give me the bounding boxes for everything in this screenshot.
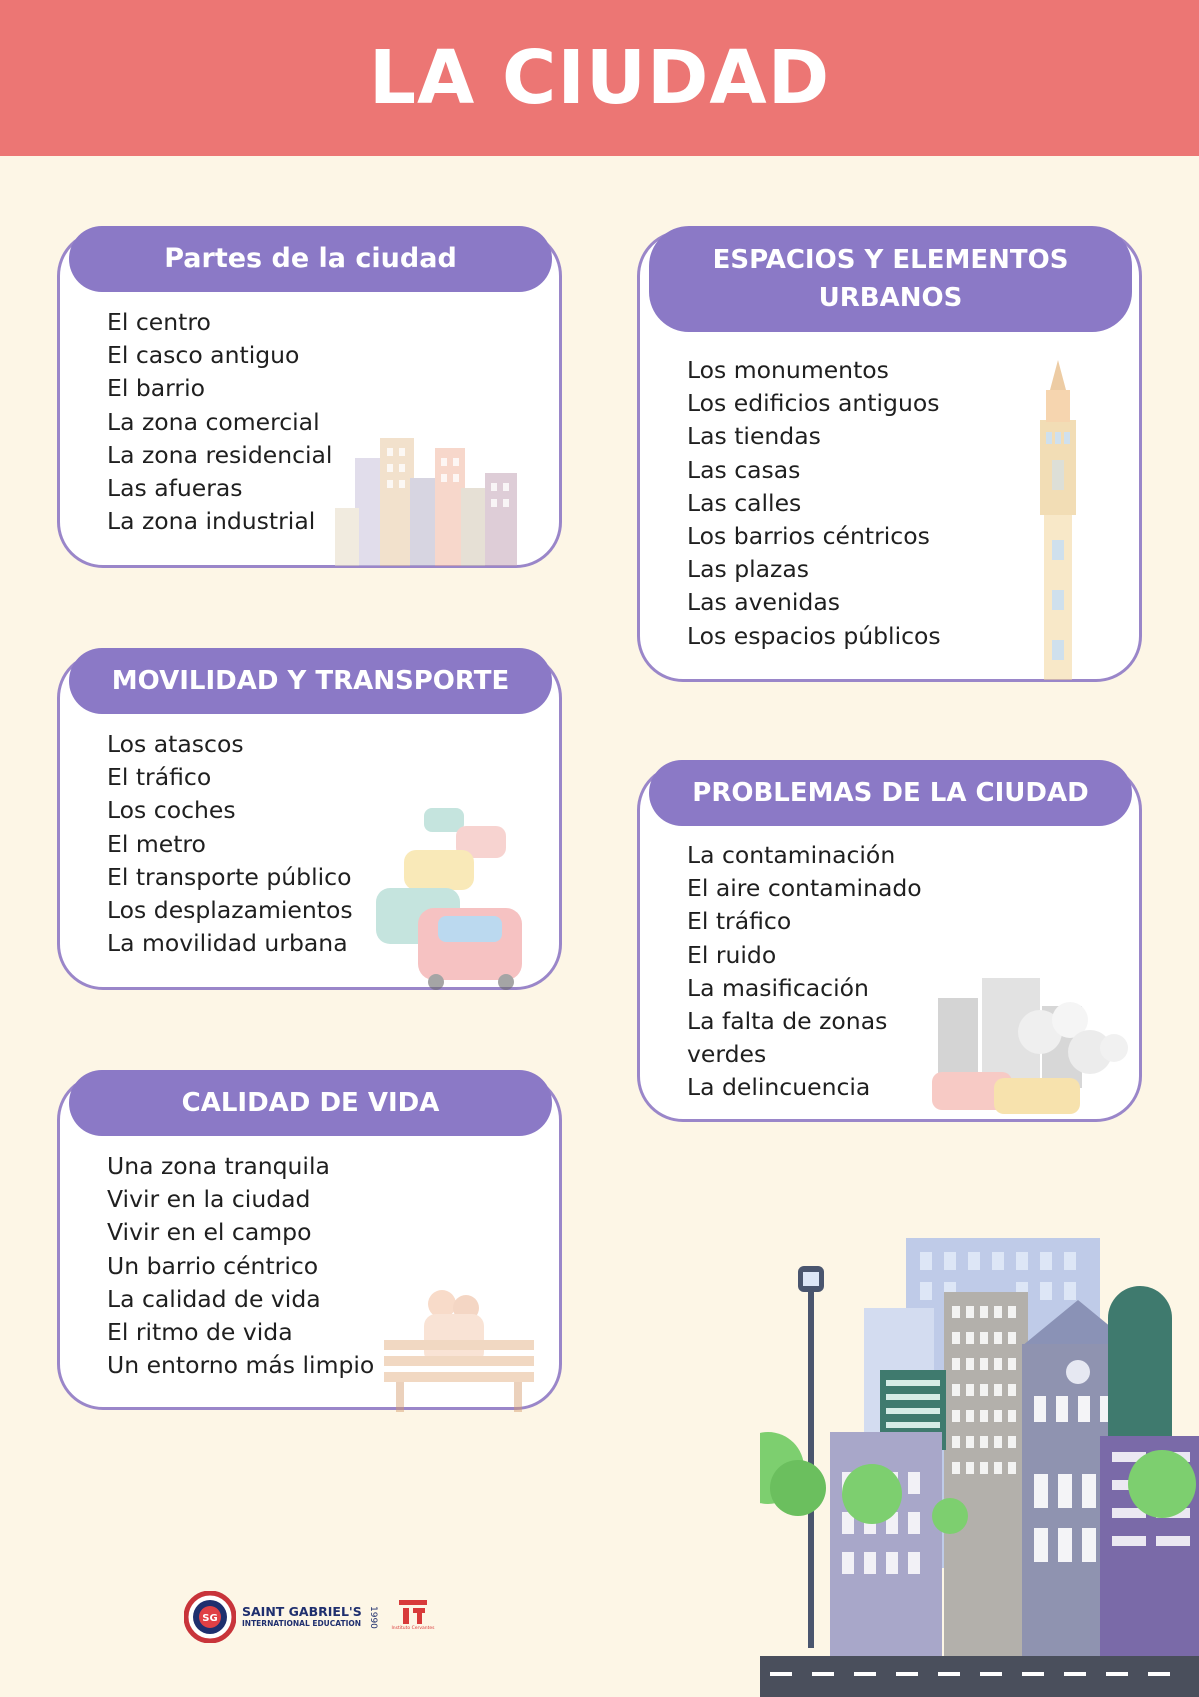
list-item: Los desplazamientos bbox=[107, 896, 353, 925]
page-title: LA CIUDAD bbox=[368, 35, 831, 121]
list-item: Los barrios céntricos bbox=[687, 522, 930, 551]
list-item: Las tiendas bbox=[687, 422, 821, 451]
card-title-problemas: PROBLEMAS DE LA CIUDAD bbox=[649, 760, 1132, 826]
list-item: Las avenidas bbox=[687, 588, 840, 617]
bench-couple-illustration bbox=[384, 1284, 534, 1412]
list-item: El tráfico bbox=[687, 907, 792, 936]
list-partes-ciudad bbox=[107, 306, 332, 538]
logo-badge-text: SG bbox=[202, 1613, 218, 1624]
list-item: La delincuencia bbox=[687, 1073, 871, 1102]
list-movilidad bbox=[107, 728, 353, 960]
logo-year: 1990 bbox=[367, 1605, 378, 1629]
list-item: Vivir en el campo bbox=[107, 1218, 312, 1247]
list-item: Las casas bbox=[687, 455, 801, 484]
list-item: Los edificios antiguos bbox=[687, 389, 940, 418]
list-item: La calidad de vida bbox=[107, 1284, 321, 1313]
list-espacios-urbanos bbox=[687, 354, 941, 653]
list-item: El aire contaminado bbox=[687, 874, 922, 903]
cervantes-text: Instituto Cervantes bbox=[391, 1626, 435, 1631]
list-item: Un barrio céntrico bbox=[107, 1251, 319, 1280]
pollution-illustration bbox=[930, 978, 1130, 1118]
card-title-line: ESPACIOS Y ELEMENTOS bbox=[712, 245, 1069, 275]
list-item: El metro bbox=[107, 829, 206, 858]
cervantes-logo bbox=[390, 1596, 436, 1640]
list-item: Los espacios públicos bbox=[687, 621, 941, 650]
list-item: La zona residencial bbox=[107, 440, 333, 469]
list-item: Los coches bbox=[107, 796, 236, 825]
list-calidad bbox=[107, 1150, 374, 1382]
list-item: Vivir en la ciudad bbox=[107, 1185, 311, 1214]
logo-subtitle: INTERNATIONAL EDUCATION bbox=[242, 1619, 362, 1628]
cityscape-illustration bbox=[760, 1236, 1199, 1697]
cervantes-emblem-icon bbox=[393, 1596, 433, 1626]
card-title-espacios-urbanos bbox=[649, 226, 1132, 332]
list-item: El ruido bbox=[687, 940, 777, 969]
list-item: La movilidad urbana bbox=[107, 929, 348, 958]
list-item: Las plazas bbox=[687, 555, 810, 584]
page-header bbox=[0, 0, 1199, 156]
traffic-cars-illustration bbox=[376, 800, 536, 990]
card-title-line: URBANOS bbox=[818, 283, 963, 313]
list-item: verdes bbox=[687, 1040, 767, 1069]
list-problemas bbox=[687, 839, 922, 1105]
list-item: Las afueras bbox=[107, 474, 243, 503]
card-title-movilidad: MOVILIDAD Y TRANSPORTE bbox=[69, 648, 552, 714]
list-item: El transporte público bbox=[107, 862, 352, 891]
list-item: Los atascos bbox=[107, 730, 244, 758]
list-item: La falta de zonas bbox=[687, 1007, 888, 1036]
list-item: Las calles bbox=[687, 488, 802, 517]
list-item: El ritmo de vida bbox=[107, 1318, 293, 1347]
saint-gabriels-logo bbox=[184, 1590, 409, 1644]
card-title-partes-ciudad: Partes de la ciudad bbox=[69, 226, 552, 292]
list-item: El casco antiguo bbox=[107, 341, 300, 370]
list-item: El centro bbox=[107, 308, 211, 336]
list-item: Una zona tranquila bbox=[107, 1152, 330, 1180]
list-item: La zona comercial bbox=[107, 407, 320, 436]
saint-gabriels-emblem-icon bbox=[184, 1591, 236, 1643]
logo-name: SAINT GABRIEL'S bbox=[242, 1604, 362, 1619]
list-item: La contaminación bbox=[687, 841, 896, 869]
tower-illustration bbox=[1030, 360, 1086, 680]
list-item: La masificación bbox=[687, 973, 869, 1002]
list-item: El tráfico bbox=[107, 763, 212, 792]
list-item: El barrio bbox=[107, 374, 205, 403]
card-title-calidad: CALIDAD DE VIDA bbox=[69, 1070, 552, 1136]
list-item: Los monumentos bbox=[687, 356, 889, 384]
list-item: Un entorno más limpio bbox=[107, 1351, 375, 1380]
list-item: La zona industrial bbox=[107, 507, 316, 536]
buildings-illustration bbox=[335, 418, 535, 566]
